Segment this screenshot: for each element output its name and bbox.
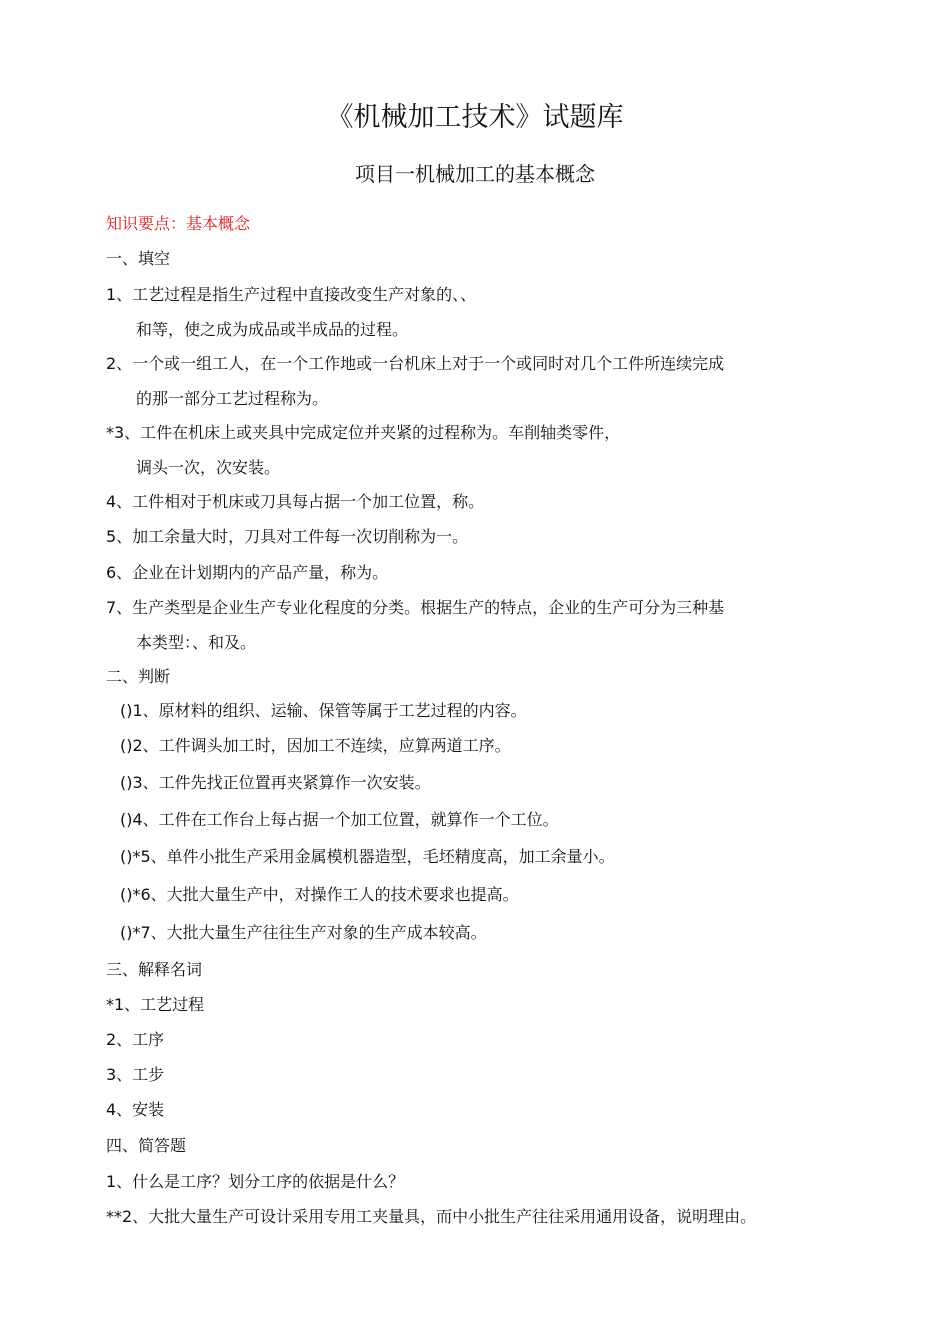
question-text: 6、企业在计划期内的产品产量，称为。	[106, 563, 389, 582]
term-item: 2、工序	[106, 1030, 165, 1049]
judgement-item: ()1、原材料的组织、运输、保管等属于工艺过程的内容。	[120, 701, 527, 720]
question-text: 7、生产类型是企业生产专业化程度的分类。根据生产的特点，企业的生产可分为三种基	[106, 598, 725, 617]
question-text: 本类型：、和及。	[136, 633, 257, 652]
short-answer-item: 1、什么是工序？划分工序的依据是什么？	[106, 1172, 405, 1191]
judgement-item: ()*6、大批大量生产中，对操作工人的技术要求也提高。	[120, 885, 519, 904]
section-heading-judgement: 二、判断	[106, 667, 171, 686]
question-text: 4、工件相对于机床或刀具每占据一个加工位置，称。	[106, 492, 485, 511]
page-title: 《机械加工技术》试题库	[326, 102, 624, 133]
term-item: *1、工艺过程	[106, 995, 205, 1014]
question-text: 2、一个或一组工人，在一个工作地或一台机床上对于一个或同时对几个工件所连续完成	[106, 354, 725, 373]
judgement-item: ()*5、单件小批生产采用金属模机器造型，毛坯精度高，加工余量小。	[120, 847, 615, 866]
judgement-item: ()4、工件在工作台上每占据一个加工位置，就算作一个工位。	[120, 810, 559, 829]
question-text: 调头一次，次安装。	[136, 458, 281, 477]
judgement-item: ()3、工件先找正位置再夹紧算作一次安装。	[120, 773, 431, 792]
question-text: 1、工艺过程是指生产过程中直接改变生产对象的、、	[106, 285, 477, 304]
section-heading-short-answer: 四、简答题	[106, 1136, 187, 1155]
question-text: *3、工件在机床上或夹具中完成定位并夹紧的过程称为。车削轴类零件，	[106, 423, 621, 442]
judgement-item: ()2、工件调头加工时，因加工不连续，应算两道工序。	[120, 736, 511, 755]
knowledge-point: 知识要点：基本概念	[106, 214, 251, 233]
page-subtitle: 项目一机械加工的基本概念	[355, 162, 595, 186]
section-heading-fill-blank: 一、填空	[106, 249, 171, 268]
section-heading-terms: 三、解释名词	[106, 960, 203, 979]
short-answer-item: **2、大批大量生产可设计采用专用工夹量具，而中小批生产往往采用通用设备，说明理由。	[106, 1207, 757, 1226]
term-item: 3、工步	[106, 1065, 165, 1084]
judgement-item: ()*7、大批大量生产往往生产对象的生产成本较高。	[120, 923, 487, 942]
question-text: 5、加工余量大时，刀具对工件每一次切削称为一。	[106, 527, 469, 546]
question-text: 和等，使之成为成品或半成品的过程。	[136, 320, 409, 339]
question-text: 的那一部分工艺过程称为。	[136, 389, 329, 408]
term-item: 4、安装	[106, 1100, 165, 1119]
